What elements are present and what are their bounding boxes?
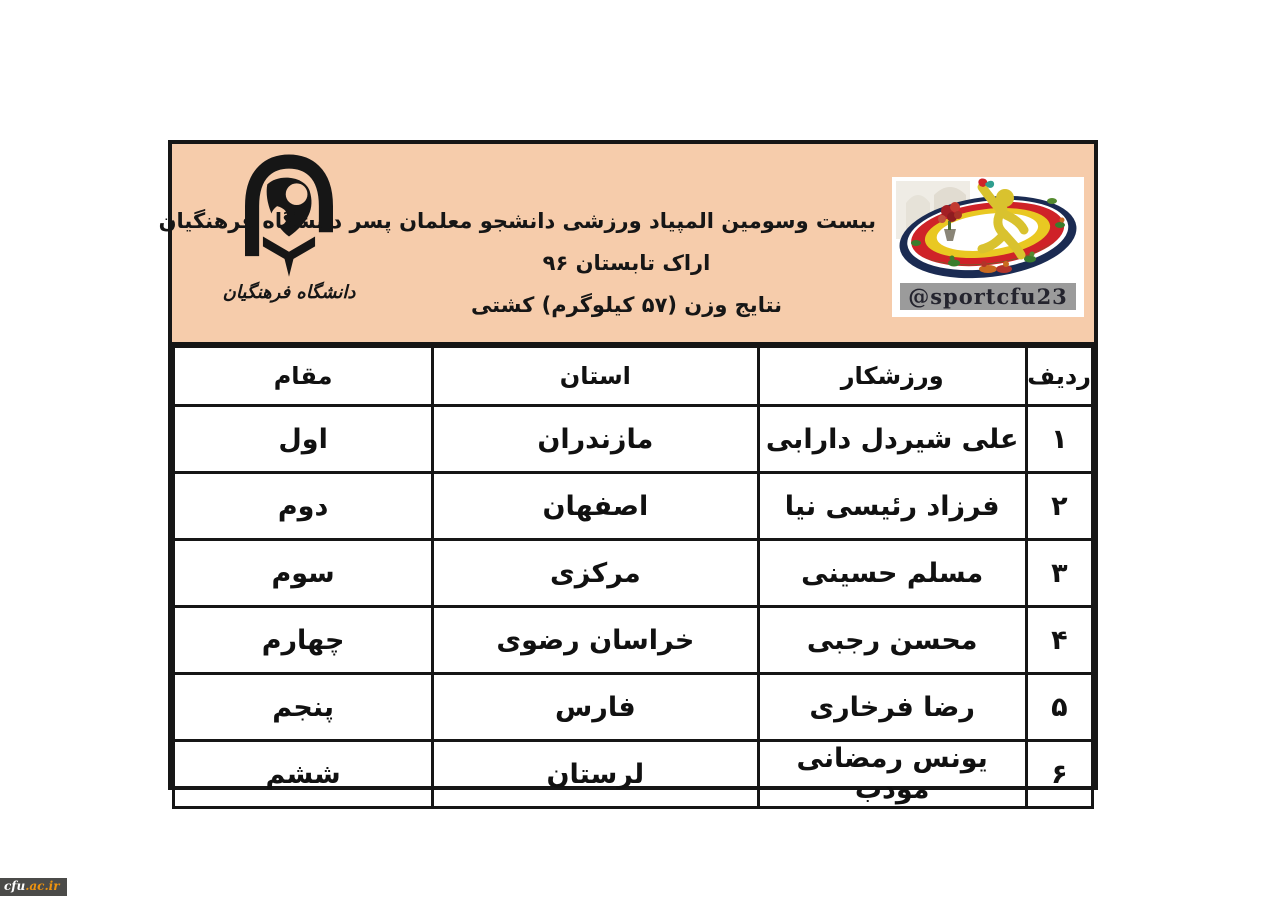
header-titles <box>158 200 876 326</box>
table-row <box>174 406 1093 473</box>
cell-radif: ۴ <box>1026 607 1092 674</box>
table-row <box>174 741 1093 808</box>
cell-maqam: چهارم <box>174 607 433 674</box>
cell-varzeshkar: فرزاد رئیسی نیا <box>758 473 1026 540</box>
cell-ostan: اصفهان <box>433 473 758 540</box>
column-header-varzeshkar: ورزشکار <box>758 347 1026 406</box>
table-row <box>174 473 1093 540</box>
cell-maqam: دوم <box>174 473 433 540</box>
cell-maqam: پنجم <box>174 674 433 741</box>
farhangian-university-logo <box>200 154 378 334</box>
cell-maqam: ششم <box>174 741 433 808</box>
cell-ostan: لرستان <box>433 741 758 808</box>
cell-ostan: خراسان رضوی <box>433 607 758 674</box>
cell-varzeshkar: علی شیردل دارابی <box>758 406 1026 473</box>
cell-radif: ۳ <box>1026 540 1092 607</box>
table-row <box>174 674 1093 741</box>
cell-maqam: سوم <box>174 540 433 607</box>
column-header-radif: ردیف <box>1026 347 1092 406</box>
watermark <box>0 878 67 896</box>
results-sheet <box>158 140 1098 805</box>
results-table <box>172 345 1094 809</box>
column-header-ostan: استان <box>433 347 758 406</box>
cell-ostan: مازندران <box>433 406 758 473</box>
cell-varzeshkar: مسلم حسینی <box>758 540 1026 607</box>
cell-radif: ۱ <box>1026 406 1092 473</box>
sport-logo-handle: @sportcfu23 <box>900 283 1076 310</box>
watermark-prefix: cfu <box>4 879 26 893</box>
university-logo-caption: دانشگاه فرهنگیان <box>222 282 356 303</box>
title-line-2: اراک تابستان ۹۶ <box>542 251 711 275</box>
cell-radif: ۵ <box>1026 674 1092 741</box>
cell-varzeshkar: محسن رجبی <box>758 607 1026 674</box>
sheet-header <box>158 144 1094 345</box>
sport-olympiad-logo <box>892 177 1084 317</box>
cell-ostan: فارس <box>433 674 758 741</box>
table-row <box>174 540 1093 607</box>
cell-ostan: مرکزی <box>433 540 758 607</box>
cell-maqam: اول <box>174 406 433 473</box>
title-line-3: نتایج وزن (۵۷ کیلوگرم) کشتی <box>470 293 783 317</box>
cell-radif: ۶ <box>1026 741 1092 808</box>
watermark-suffix: .ac.ir <box>25 879 60 893</box>
table-header-row <box>174 347 1093 406</box>
cell-varzeshkar: رضا فرخاری <box>758 674 1026 741</box>
title-line-1: بیست وسومین المپیاد ورزشی دانشجو معلمان پسر دانشگاه فرهنگیان <box>158 209 876 233</box>
sport-olympiad-logo-icon <box>892 177 1084 281</box>
table-row <box>174 607 1093 674</box>
cell-radif: ۲ <box>1026 473 1092 540</box>
column-header-maqam: مقام <box>174 347 433 406</box>
cell-varzeshkar: یونس رمضانی مودب <box>758 741 1026 808</box>
